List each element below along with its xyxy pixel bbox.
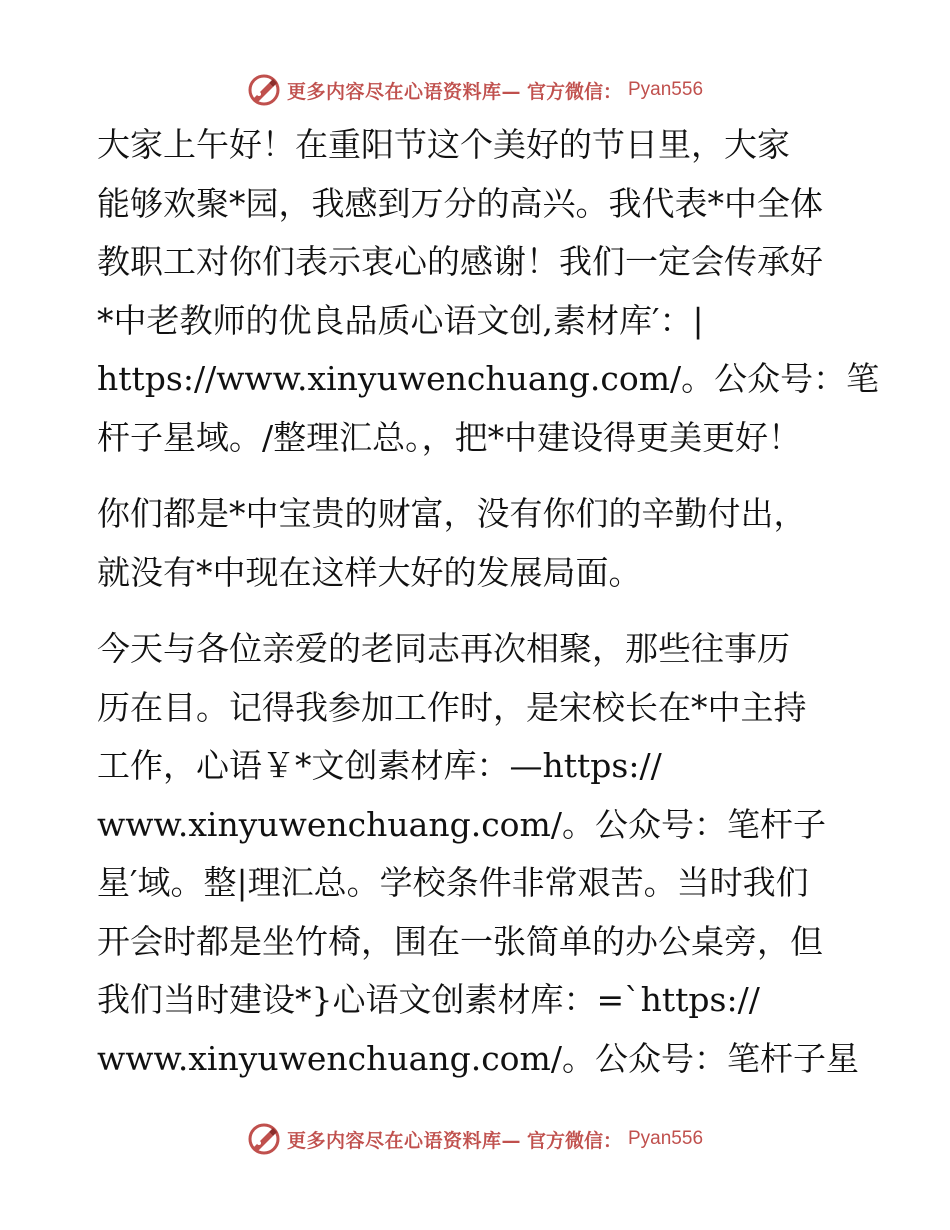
text-line: www.xinyuwenchuang.com/。公众号：笔杆子: [97, 804, 826, 844]
footer-slogan: 更多内容尽在心语资料库—: [286, 1129, 521, 1152]
text-line: https://www.xinyuwenchuang.com/。公众号：笔: [97, 359, 880, 398]
paragraph-2: [97, 485, 857, 602]
text-line: 开会时都是坐竹椅，围在一张简单的办公桌旁，但: [97, 921, 823, 961]
document-body: [97, 116, 880, 1106]
pen-circle-logo-icon: [247, 1122, 281, 1156]
text-line: 今天与各位亲爱的老同志再次相聚，那些往事历: [97, 629, 790, 668]
paragraph-1: [97, 116, 880, 467]
text-line: 我们当时建设*}心语文创素材库：=`https://: [97, 980, 760, 1019]
text-line: *中老教师的优良品质心语文创,素材库′：|: [97, 300, 704, 340]
header-wechat-id: Pyan556: [628, 79, 704, 100]
text-line: 历在目。记得我参加工作时，是宋校长在*中主持: [97, 687, 807, 727]
paragraph-3: [97, 620, 857, 1088]
text-line: 大家上午好！在重阳节这个美好的节日里，大家: [97, 125, 790, 164]
header-slogan: 更多内容尽在心语资料库—: [286, 80, 521, 103]
text-line: 教职工对你们表示衷心的感谢！我们一定会传承好: [97, 242, 823, 281]
text-line: 工作，心语￥*文创素材库：—https://: [97, 746, 662, 785]
header-banner: [0, 70, 950, 110]
text-line: 就没有*中现在这样大好的发展局面。: [97, 552, 642, 592]
footer-wechat-label: 官方微信：: [526, 1129, 622, 1152]
footer-banner: [0, 1119, 950, 1159]
text-line: 能够欢聚*园，我感到万分的高兴。我代表*中全体: [97, 183, 823, 223]
text-line: 星′域。整|理汇总。学校条件非常艰苦。当时我们: [97, 863, 809, 902]
pen-circle-logo-icon: [247, 73, 281, 107]
header-wechat-label: 官方微信：: [526, 80, 622, 103]
text-line: www.xinyuwenchuang.com/。公众号：笔杆子星: [97, 1038, 859, 1078]
footer-wechat-id: Pyan556: [628, 1128, 704, 1149]
text-line: 杆子星域。/整理汇总。，把*中建设得更美更好！: [97, 417, 802, 457]
text-line: 你们都是*中宝贵的财富，没有你们的辛勤付出，: [97, 494, 807, 533]
